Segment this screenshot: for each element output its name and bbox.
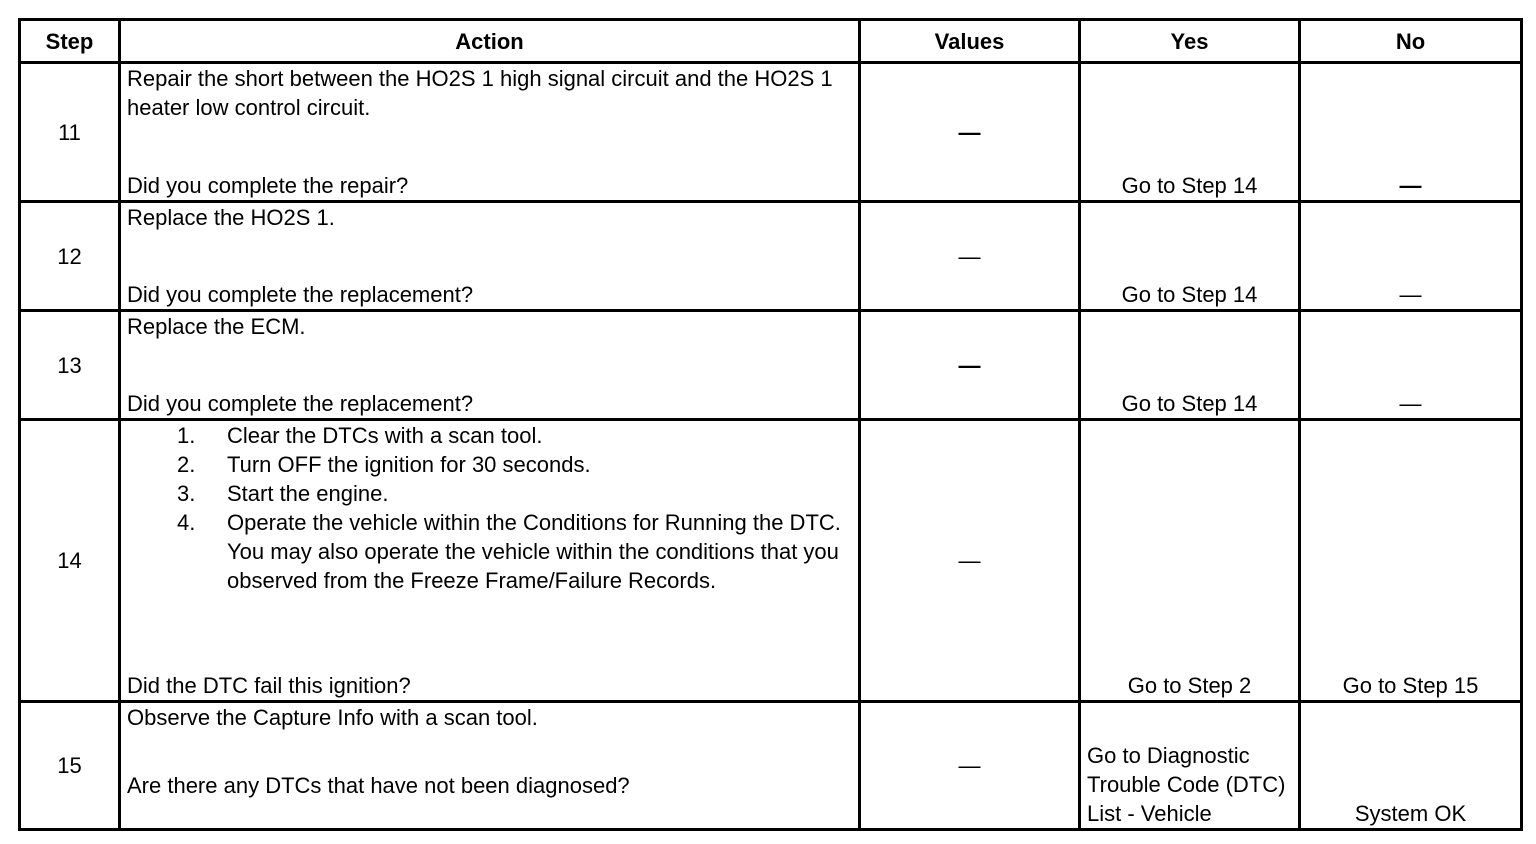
yes-cell: Go to Step 14: [1080, 63, 1300, 202]
list-item: [177, 450, 852, 479]
no-cell: System OK: [1300, 702, 1522, 830]
table-row: [20, 63, 1522, 202]
values-cell: —: [860, 420, 1080, 702]
header-action: Action: [120, 20, 860, 63]
yes-cell: Go to Step 14: [1080, 311, 1300, 420]
action-cell: [120, 702, 860, 830]
action-question: Did you complete the repair?: [127, 173, 409, 198]
no-cell: —: [1300, 311, 1522, 420]
header-no: No: [1300, 20, 1522, 63]
step-number: 11: [20, 63, 120, 202]
list-item: [177, 479, 852, 508]
list-item-text: Operate the vehicle within the Conditions for Running the DTC. You may also operate the vehicle within the conditions that you observed from the Freeze Frame/Failure Records.: [227, 510, 841, 593]
step-number: 13: [20, 311, 120, 420]
list-item-text: Turn OFF the ignition for 30 seconds.: [227, 452, 591, 477]
table-row: [20, 420, 1522, 702]
values-cell: —: [860, 702, 1080, 830]
action-text: Repair the short between the HO2S 1 high signal circuit and the HO2S 1 heater low control circuit.: [127, 66, 833, 120]
no-cell: —: [1300, 63, 1522, 202]
yes-cell: Go to Diagnostic Trouble Code (DTC) List - Vehicle: [1080, 702, 1300, 830]
action-text: Observe the Capture Info with a scan tool.: [127, 705, 538, 730]
list-item-number: 4.: [177, 510, 196, 535]
header-yes: Yes: [1080, 20, 1300, 63]
diagnostic-table: [18, 18, 1523, 831]
header-step: Step: [20, 20, 120, 63]
values-cell: —: [860, 63, 1080, 202]
values-cell: —: [860, 202, 1080, 311]
action-cell: [120, 420, 860, 702]
action-text: Replace the HO2S 1.: [127, 205, 335, 230]
yes-cell: Go to Step 2: [1080, 420, 1300, 702]
action-question: Are there any DTCs that have not been diagnosed?: [127, 773, 630, 798]
list-item-text: Start the engine.: [227, 481, 389, 506]
step-number: 12: [20, 202, 120, 311]
action-cell: [120, 202, 860, 311]
table-header-row: [20, 20, 1522, 63]
action-text: Replace the ECM.: [127, 314, 306, 339]
list-item: [177, 508, 852, 595]
yes-cell: Go to Step 14: [1080, 202, 1300, 311]
no-cell: —: [1300, 202, 1522, 311]
list-item: [177, 421, 852, 450]
action-cell: [120, 63, 860, 202]
action-step-list: [127, 421, 852, 595]
list-item-number: 3.: [177, 481, 196, 506]
step-number: 14: [20, 420, 120, 702]
table-row: [20, 311, 1522, 420]
values-cell: —: [860, 311, 1080, 420]
step-number: 15: [20, 702, 120, 830]
action-question: Did you complete the replacement?: [127, 282, 474, 307]
no-cell: Go to Step 15: [1300, 420, 1522, 702]
table-row: [20, 702, 1522, 830]
table-row: [20, 202, 1522, 311]
list-item-text: Clear the DTCs with a scan tool.: [227, 423, 543, 448]
action-question: Did you complete the replacement?: [127, 391, 474, 416]
list-item-number: 1.: [177, 423, 196, 448]
action-question: Did the DTC fail this ignition?: [127, 673, 411, 698]
list-item-number: 2.: [177, 452, 196, 477]
action-cell: [120, 311, 860, 420]
header-values: Values: [860, 20, 1080, 63]
